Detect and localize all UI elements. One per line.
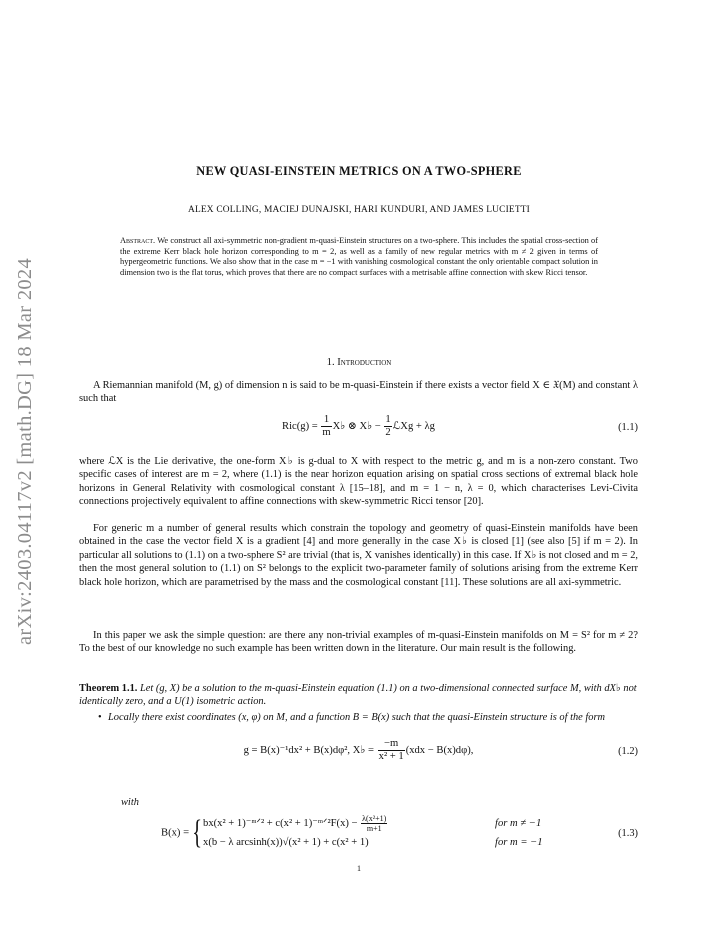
left-brace-icon: {	[191, 814, 202, 851]
theorem-text: Let (g, X) be a solution to the m-quasi-Einstein equation (1.1) on a two-dimensional connected surface M, with dX♭ not identically zero, and a U(1) isometric action.	[79, 683, 637, 708]
eq13-case1-fraction	[361, 814, 387, 833]
eq11-frac2-den: 2	[385, 427, 391, 438]
eq11-mid: X♭ ⊗ X♭ −	[332, 420, 384, 432]
eq13-case1-expression	[203, 814, 495, 833]
intro-paragraph-1: A Riemannian manifold (M, g) of dimension n is said to be m-quasi-Einstein if there exists a vector field X ∈ 𝔛(M) and constant λ such that	[79, 380, 638, 405]
eq11-lhs: Ric(g) =	[282, 420, 321, 432]
equation-1-2	[79, 738, 638, 763]
paper-authors: ALEX COLLING, MACIEJ DUNAJSKI, HARI KUNDURI, AND JAMES LUCIETTI	[187, 205, 530, 215]
eq13-case1-expr: bx(x² + 1)⁻ᵐᐟ² + c(x² + 1)⁻ᵐᐟ²F(x) −	[203, 817, 361, 829]
theorem-1-1	[79, 682, 638, 709]
eq11-frac1-num: 1	[321, 414, 331, 427]
eq11-rhs: ℒXg + λg	[392, 420, 435, 432]
abstract-text: We construct all axi-symmetric non-gradient m-quasi-Einstein structures on a two-sphere. This includes the spatial cross-section of the extreme Kerr black hole horizon corresponding to m = 2, as well as a family of new regular metrics with m ≠ 2 given in terms of hypergeometric functions. We also show that in the case m = −1 with vanishing cosmological constant the only orientable compact solution in dimension two is the flat torus, which proves that there are no compact surfaces with a metrisable affine connection with skew Ricci tensor.	[120, 236, 598, 278]
intro-paragraph-3: For generic m a number of general results which constrain the topology and geometry of quasi-Einstein manifolds have been obtained in the case the vector field X is a gradient [4] and more generally in the case X♭ is closed [1] (see also [5] if m = 2). In particular all solutions to (1.1) on a two-sphere S² are trivial (that is, X vanishes identically) in this case. If X♭ is not closed and m = 2, then the most general solution to (1.1) on S² belongs to the explicit two-parameter family of solutions arising from the extreme Kerr black hole horizon, which are parametrised by the mass and the cosmological constant [11]. These solutions are all axi-symmetric.	[79, 523, 638, 588]
eq13-case1-frac-den: m+1	[366, 824, 382, 833]
eq13-case1-frac-num: λ(x²+1)	[362, 814, 387, 823]
section-number: 1.	[326, 357, 335, 368]
eq12-part1: g = B(x)⁻¹dx² + B(x)dφ², X♭ =	[243, 744, 377, 756]
eq11-fraction-2	[384, 414, 391, 439]
equation-number: (1.1)	[618, 422, 638, 433]
eq13-case1-condition: for m ≠ −1	[495, 818, 542, 829]
equation-1-1	[79, 414, 638, 439]
eq12-part2: (xdx − B(x)dφ),	[405, 744, 474, 756]
eq13-case2-condition: for m = −1	[495, 837, 543, 848]
eq11-frac2-num: 1	[385, 414, 391, 425]
bullet-icon: •	[98, 712, 102, 723]
eq13-case-2	[203, 833, 543, 852]
with-label: with	[121, 797, 139, 808]
equation-number: (1.2)	[618, 746, 638, 757]
eq13-case-1	[203, 814, 543, 833]
intro-paragraph-2: where ℒX is the Lie derivative, the one-form X♭ is g-dual to X with respect to the metric g, and m is a non-zero constant. Two specific cases of interest are m = 2, where (1.1) is the near horizon equation arising on spatial cross sections of extremal black hole horizons in General Relativity with cosmological constant λ [15–18], and m = 1 − n, λ = 0, which characterises Levi-Civita connections projectively equivalent to affine connections with skew-symmetric Ricci tensor [20].	[79, 456, 638, 508]
eq13-case2-expression: x(b − λ arcsinh(x))√(x² + 1) + c(x² + 1)	[203, 837, 369, 848]
theorem-bullet-item	[98, 711, 638, 724]
equation-number: (1.3)	[618, 828, 638, 839]
theorem-label: Theorem 1.1.	[79, 683, 138, 694]
eq12-frac-num: −m	[378, 738, 405, 751]
intro-paragraph-4: In this paper we ask the simple question: are there any non-trivial examples of m-quasi-Einstein manifolds on M = S² for m ≠ 2? To the best of our knowledge no such example has been written down in the literature. Our main result is the following.	[79, 630, 638, 655]
bullet-text: Locally there exist coordinates (x, φ) on M, and a function B = B(x) such that the quasi-Einstein structure is of the form	[108, 712, 605, 723]
eq11-fraction-1	[321, 414, 331, 439]
paper-title: NEW QUASI-EINSTEIN METRICS ON A TWO-SPHERE	[196, 164, 522, 178]
eq13-cases	[203, 814, 543, 852]
eq11-frac1-den: m	[322, 427, 331, 438]
equation-1-3	[79, 814, 638, 852]
page-number: 1	[357, 864, 361, 873]
arxiv-watermark[interactable]: arXiv:2403.04117v2 [math.DG] 18 Mar 2024	[14, 257, 36, 645]
section-heading	[80, 357, 638, 368]
eq12-fraction	[378, 738, 405, 763]
abstract	[120, 236, 598, 279]
eq13-lhs: B(x) =	[161, 827, 192, 839]
section-title: Introduction	[337, 357, 392, 368]
eq12-frac-den: x² + 1	[378, 751, 404, 762]
abstract-label: Abstract.	[120, 236, 156, 245]
